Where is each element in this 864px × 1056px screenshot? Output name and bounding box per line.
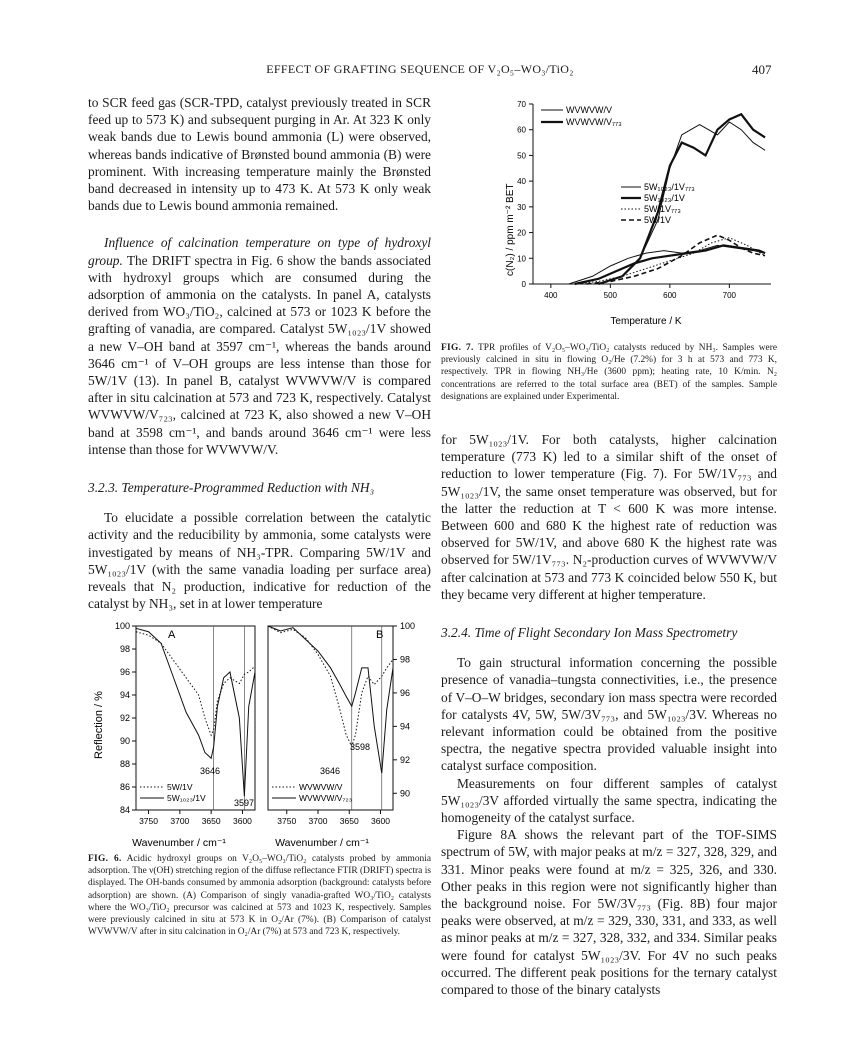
paragraph-body: The DRIFT spectra in Fig. 6 show the bands associated with hydroxyl groups which are consumed during the adsorption of ammonia on the catalysts. In panel A, catalysts derived from WO₃/TiO₂, calcined at 573 or 1023 K before the grafting of vanadia, are compared. Catalyst 5W₁₀₂₃/1V showed a new V–OH band at 3597 cm⁻¹, whereas the bands around 3646 cm⁻¹ of V–OH groups are less intense than those for 5W/1V (13). In panel B, catalyst WVWVW/V is compared after in situ calcination at 573 and 723 K, respectively. Catalyst WVWVW/V₇₂₃, calcined at 723 K, also showed a new V–OH band at 3598 cm⁻¹, and bands around 3646 cm⁻¹ were less intense than those for WVWVW/V. xyxy=(88,252,432,457)
y-axis-label: Reflection / % xyxy=(93,691,105,759)
y-tick-label: 90 xyxy=(119,736,130,746)
paragraph: To elucidate a possible correlation between the catalytic activity and the reducibility by ammonia, some catalysts were investigated by means of NH₃-TPR. Comparing 5W/1V and 5W₁₀₂₃/1V (with the same vanadia loading per surface area) reveals that N₂ production, indicative for reduction of the catalyst by NH₃, set in at lower temperature xyxy=(88,510,431,612)
y-tick-label: 86 xyxy=(119,782,130,792)
legend-label: 5W₁₀₂₃/1V xyxy=(644,193,685,203)
paragraph: Measurements on four different samples of catalyst 5W₁₀₂₃/3V afforded virtually the same spectra, indicating the homogeneity of the catalyst surface. xyxy=(441,775,777,826)
legend-label: 5W/1V xyxy=(167,782,193,792)
legend-label: WVWVW/V xyxy=(299,782,343,792)
x-tick-label: 3650 xyxy=(339,816,359,826)
series-line xyxy=(136,628,255,796)
x-axis-label: Temperature / K xyxy=(610,316,682,327)
panel-label: B xyxy=(376,629,384,641)
x-tick-label: 600 xyxy=(663,291,677,300)
paragraph: to SCR feed gas (SCR-TPD, catalyst previously treated in SCR feed up to 573 K) and subsequent purging in Ar. At 323 K only weak bands due to Lewis bound ammonia (L) were observed, whereas bands indicative of Brønsted bound ammonia (B) were prominent. With increasing temperature mainly the Brønsted band decreased in intensity up to 473 K. At 573 K only weak bands due to Lewis bound ammonia remained. xyxy=(88,95,431,214)
right-column xyxy=(441,431,777,998)
legend-label: WVWVW/V xyxy=(566,105,612,115)
y-tick-label: 92 xyxy=(119,713,130,723)
running-head: EFFECT OF GRAFTING SEQUENCE OF V₂O₅–WO₃/TiO₂ xyxy=(266,62,574,76)
fig7-chart xyxy=(441,94,777,330)
y-tick-label: 98 xyxy=(119,644,130,654)
y-tick-label: 84 xyxy=(119,805,130,815)
section-heading: 3.2.4. Time of Flight Secondary Ion Mass Spectrometry xyxy=(441,625,738,641)
y-tick-label: 50 xyxy=(517,151,526,161)
paragraph: for 5W₁₀₂₃/1V. For both catalysts, higher calcination temperature (773 K) led to a similar shift of the onset of reduction to lower temperature (Fig. 7). For 5W/1V₇₇₃ and 5W₁₀₂₃/1V, the same onset temperature was observed, but for the latter the reduction at T < 600 K was more intense. Between 600 and 680 K the highest rate of reduction was observed for 5W/1V, and above 680 K the highest rate was observed for 5W/1V₇₇₃. N₂-production curves of WVWVW/V after calcination at 573 and 773 K coincided below 550 K, but they became very different at higher temperature. xyxy=(441,432,777,602)
x-axis-label-b: Wavenumber / cm⁻¹ xyxy=(275,837,369,849)
x-tick-label: 3650 xyxy=(201,816,221,826)
left-column xyxy=(88,94,431,612)
panel-label: A xyxy=(168,629,176,641)
y-tick-label: 88 xyxy=(119,759,130,769)
fig6-chart xyxy=(88,620,431,850)
y-tick-label: 96 xyxy=(400,687,411,698)
caption-label: FIG. 7. xyxy=(441,343,474,353)
y-tick-label: 30 xyxy=(517,202,526,212)
legend-label: WVWVW/V₇₇₃ xyxy=(566,117,622,127)
y-tick-label: 60 xyxy=(517,125,526,135)
y-tick-label: 94 xyxy=(400,721,411,732)
page-header xyxy=(0,62,864,82)
series-line xyxy=(268,626,393,773)
y-tick-label: 100 xyxy=(114,621,130,631)
x-tick-label: 3750 xyxy=(139,816,158,826)
caption-text: Acidic hydroxyl groups on V₂O₅–WO₃/TiO₂ catalysts probed by ammonia adsorption. The ν(OH) stretching region of the diffuse reflectance FTIR (DRIFT) spectra is displayed. The OH-bands consumed by ammonia adsorption (background: catalysts before adsorption) are shown. (A) Comparison of singly vanadia-grafted WO₃/TiO₂ catalysts where the WO₃/TiO₂ precursor was calcined at 573 and 1023 K, respectively. Samples were previously calcined in situ at 573 K in O₂/Ar (7%). (B) Comparison of catalyst WVWVW/V after in situ calcination in O₂/Ar (7%) at 573 and 723 K, respectively. xyxy=(88,854,431,938)
band-label: 3597 xyxy=(233,798,255,808)
y-tick-label: 0 xyxy=(521,280,526,289)
band-label: 3598 xyxy=(349,742,371,752)
legend-label: 5W/1V₇₇₃ xyxy=(644,204,681,214)
x-tick-label: 3700 xyxy=(308,816,328,826)
legend-label: 5W₁₀₂₃/1V₇₇₃ xyxy=(644,182,695,192)
x-tick-label: 700 xyxy=(722,291,737,300)
legend-label: 5W₁₀₂₃/1V xyxy=(167,793,206,803)
x-tick-label: 3600 xyxy=(233,816,252,826)
x-tick-label: 3700 xyxy=(170,816,190,826)
y-tick-label: 100 xyxy=(400,621,416,631)
y-tick-label: 90 xyxy=(400,788,411,799)
paragraph xyxy=(88,234,431,458)
band-label: 3646 xyxy=(319,766,341,776)
y-axis-label: c(N₂) / ppm m⁻² BET xyxy=(505,183,516,276)
x-axis-label-a: Wavenumber / cm⁻¹ xyxy=(132,837,226,849)
x-tick-label: 400 xyxy=(544,291,558,300)
series-line xyxy=(587,235,766,284)
y-tick-label: 98 xyxy=(400,654,411,665)
y-tick-label: 96 xyxy=(119,667,130,677)
paragraph: To gain structural information concerning the possible presence of vanadia–tungsta connectivities, i.e., the presence of V–O–W bridges, secondary ion mass spectra were recorded for catalysts 4V, 5W, 5W/3V₇₇₃, and 5W₁₀₂₃/3V. Whereas no relevant information could be obtained from the positive spectra, the negative spectra provided valuable insight into catalyst surface composition. xyxy=(441,655,777,774)
x-tick-label: 500 xyxy=(603,291,618,300)
y-tick-label: 70 xyxy=(517,100,526,109)
fig6-caption xyxy=(88,853,431,938)
y-tick-label: 10 xyxy=(517,254,526,264)
band-label: 3646 xyxy=(199,766,221,776)
x-tick-label: 3600 xyxy=(371,816,390,826)
run-in-heading: Influence of calcination temperature on type of hydroxyl group. xyxy=(88,235,431,268)
y-tick-label: 94 xyxy=(119,690,130,700)
legend-label: WVWVW/V₇₂₃ xyxy=(299,793,353,803)
legend-label: 5W/1V xyxy=(644,215,672,225)
series-line xyxy=(598,122,765,284)
y-tick-label: 92 xyxy=(400,754,411,765)
x-tick-label: 3750 xyxy=(277,816,297,826)
paragraph: Figure 8A shows the relevant part of the TOF-SIMS spectrum of 5W, with major peaks at m/z = 327, 328, 329, and 331. Minor peaks were found at m/z = 325, 326, and 330. Other peaks in this region were not significantly higher than the background noise. For 5W/3V₇₇₃ (Fig. 8B) four major peaks were observed, at m/z = 329, 330, 331, and 333, as well as minor peaks at m/z = 327, 328, 332, and 334. Similar peaks were found for catalyst 5W₁₀₂₃/3V. For 4V no such peaks occurred. The different peak positions for the ternary catalyst compared to those of the binary catalysts xyxy=(441,827,777,998)
caption-label: FIG. 6. xyxy=(88,854,122,864)
y-tick-label: 40 xyxy=(517,177,526,187)
panel-a-frame xyxy=(136,626,255,810)
page-number: 407 xyxy=(752,62,772,77)
series-line xyxy=(136,632,255,736)
fig7-caption xyxy=(441,342,777,403)
caption-text: TPR profiles of V₂O₅–WO₃/TiO₂ catalysts reduced by NH₃. Samples were previously calcined in situ in flowing O₂/He (7.2%) for 3 h at 573 and 773 K, respectively. TPR in flowing NH₃/He (3600 ppm); heating rate, 10 K/min. N₂ concentrations are referred to the total surface area (BET) of the samples. Sample designations are explained under Experimental. xyxy=(441,343,777,402)
section-heading: 3.2.3. Temperature-Programmed Reduction with NH₃ xyxy=(88,480,375,496)
y-tick-label: 20 xyxy=(517,228,526,238)
